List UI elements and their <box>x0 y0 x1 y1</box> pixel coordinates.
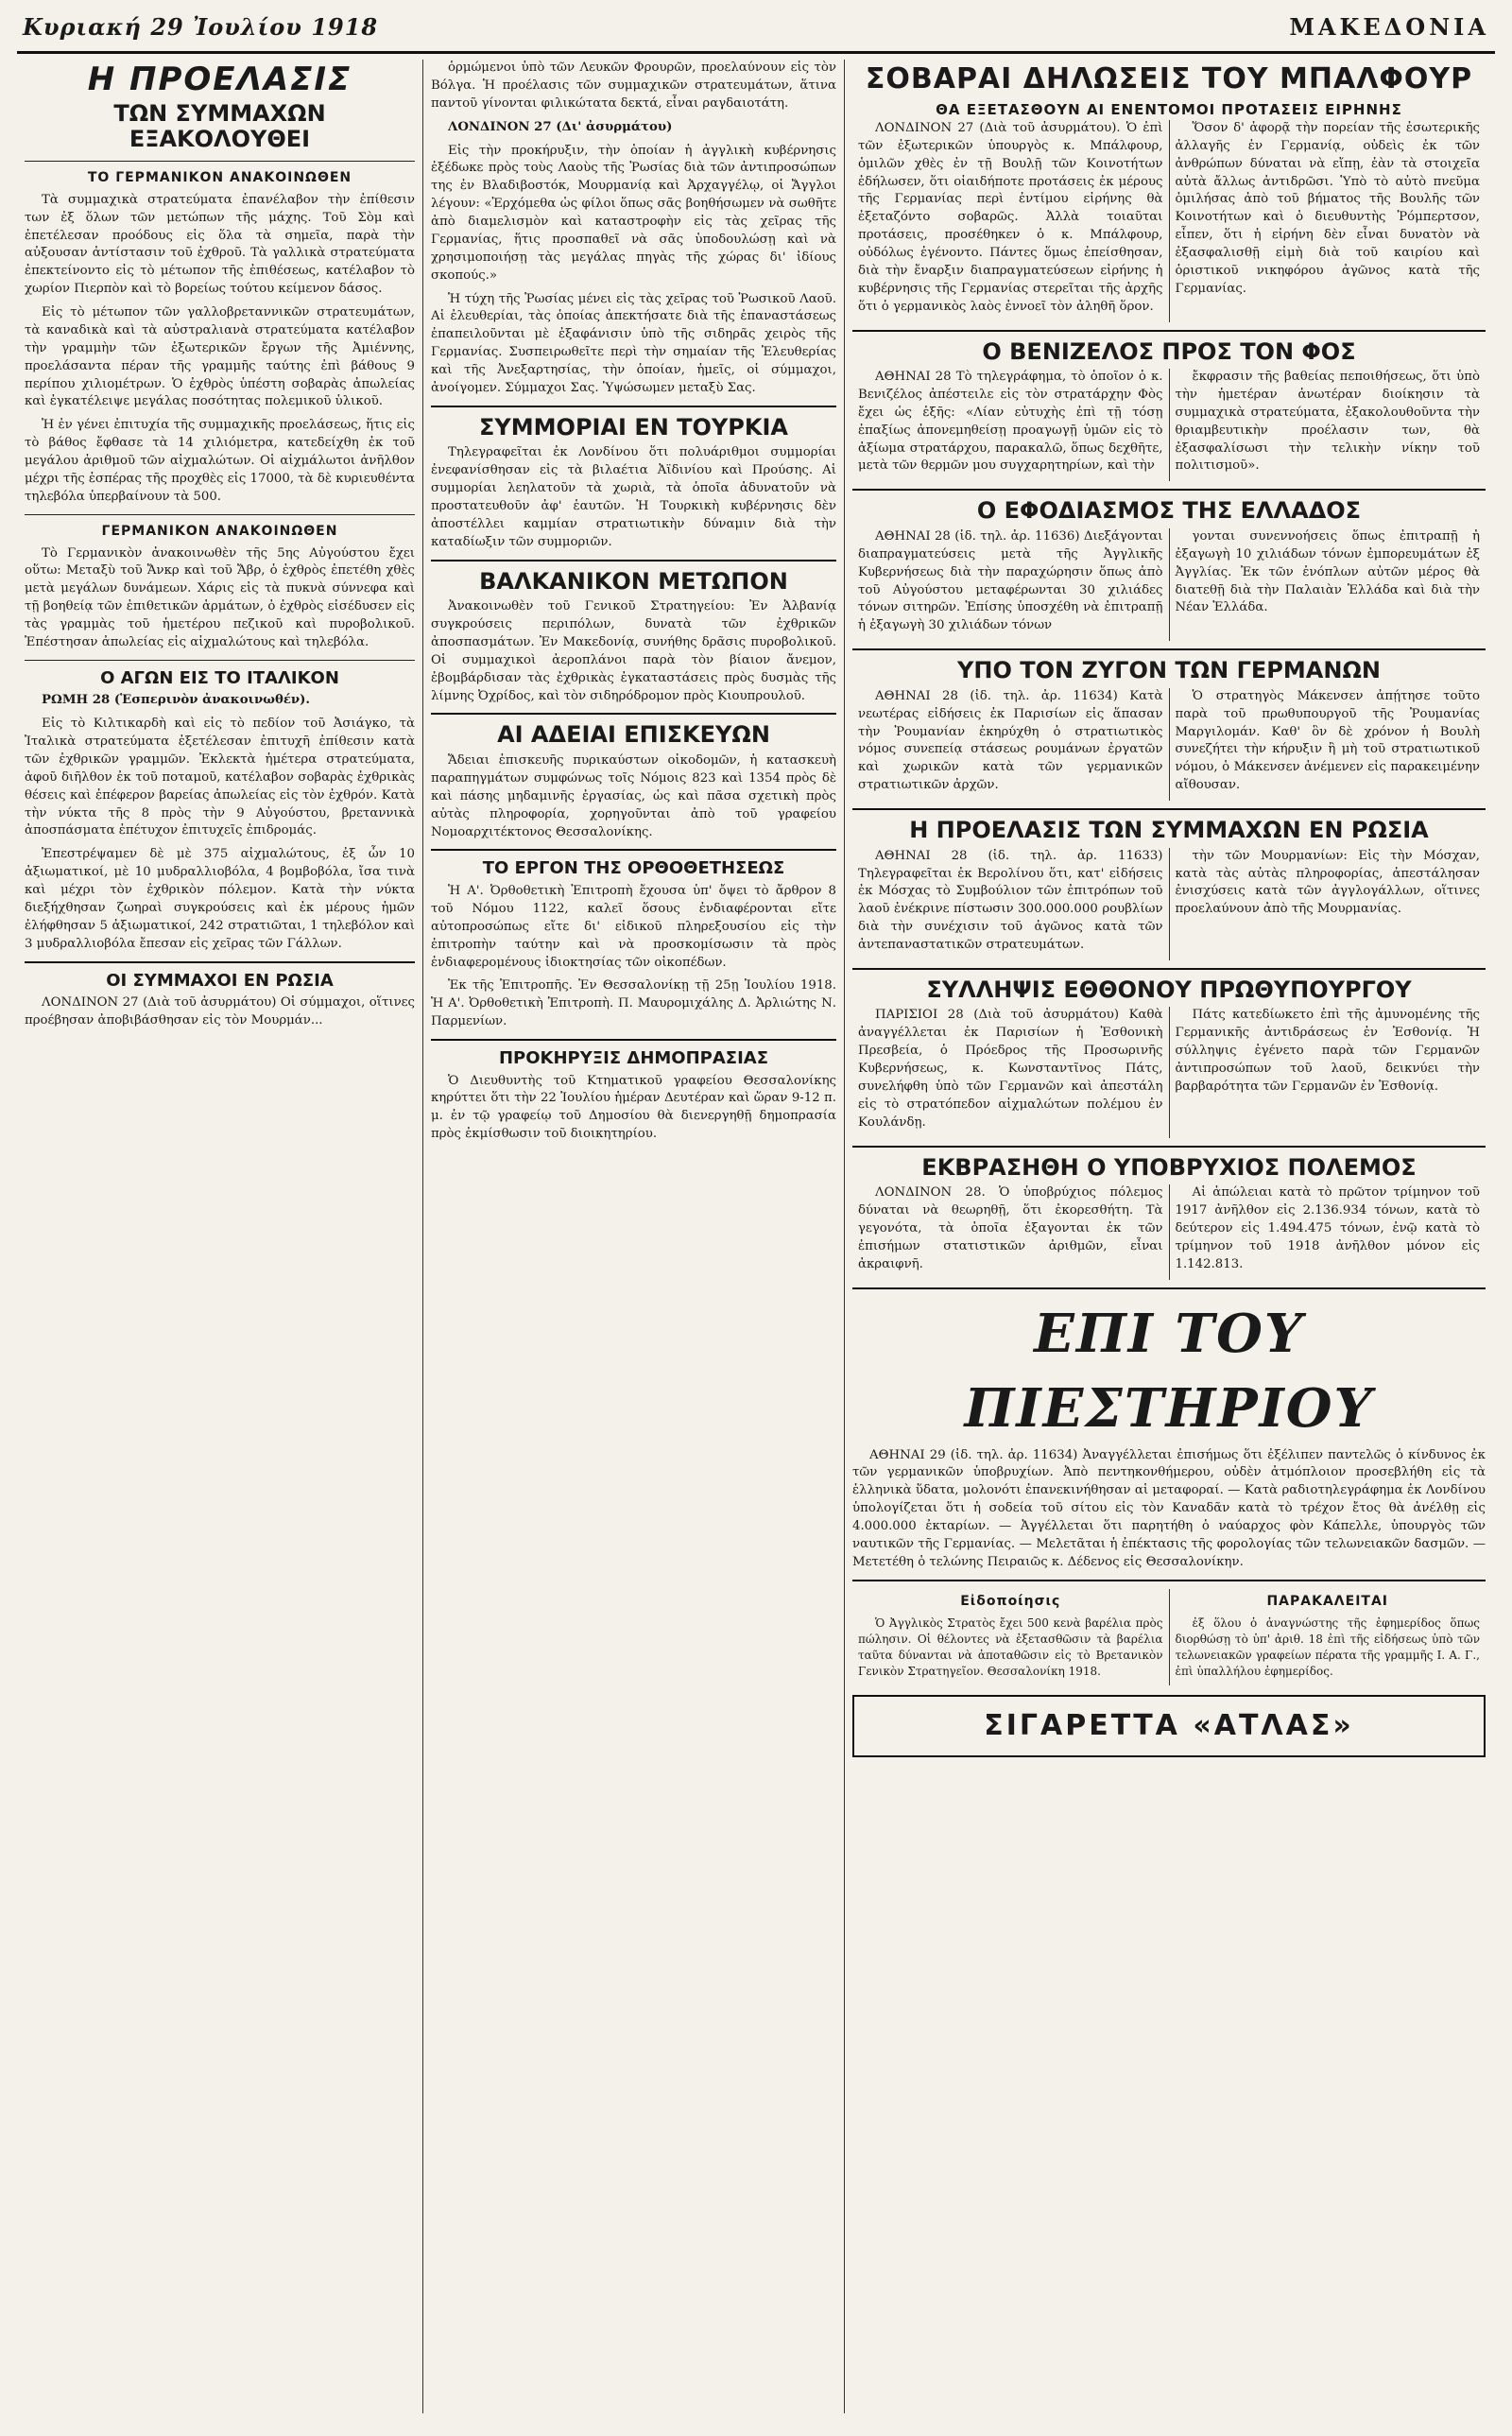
article-text: ἔκφρασιν τῆς βαθείας πεποιθήσεως, ὅτι ὑπὸ τὴν ἡμετέραν ἀνωτέραν διοίκησιν τὰ συμμαχικὰ στρατεύματα, ἐξακολουθοῦντα τὴν θριαμβευτικὴν προέλασιν των, θὰ ἐξασφαλίσωσι τὴν τελικὴν νίκην τοῦ πολιτισμοῦ». <box>1175 370 1480 474</box>
masthead <box>17 13 1495 54</box>
article-text: ΑΘΗΝΑΙ 29 (ἰδ. τηλ. ἀρ. 11634) Ἀναγγέλλεται ἐπισήμως ὅτι ἐξέλιπεν παντελῶς ὁ κίνδυνος ἐκ τῶν γερμανικῶν ὑποβρυχίων. Ἀπὸ πεντηκονθήμερου, οὐδὲν ἀτμόπλοιον προσεβλήθη εἰς τὰ ἑλληνικὰ ὕδατα, μολονότι ἐπανεκινήθησαν αἱ μεταφοραί. — Κατὰ ραδιοτηλεγράφημα ἐκ Λονδίνου ὑπολογίζεται ὅτι ἡ σοδεία τοῦ σίτου εἰς τὸν Καναδᾶν κατὰ τὸ τρέχον ἔτος θὰ ἀνέλθῃ εἰς 4.000.000 ἐκταρίων. — Ἀγγέλλεται ὅτι παρητήθη ὁ ναύαρχος φὸν Κάπελλε, ὑπουργὸς τῶν ναυτικῶν τῆς Γερμανίας. — Μελετᾶται ἡ ἐπέκτασις τῆς φορολογίας τῶν τελωνειακῶν δασμῶν. — Μετετέθη ὁ τελώνης Πειραιῶς κ. Δέδενος εἰς Θεσσαλονίκην. <box>852 1447 1486 1569</box>
article-text: Ἡ ἐν γένει ἐπιτυχία τῆς συμμαχικῆς προελάσεως, ἥτις εἰς τὸ βάθος ἔφθασε τὰ 14 χιλιόμετρα, κατεδείχθη ἐκ τοῦ μεγάλου ἀριθμοῦ τῶν αἰχμαλώτων. Οἱ αἰχμάλωτοι ἀνῆλθον μέχρι τῆς ἑσπέρας τῆς προχθὲς εἰς 17000, τὰ δὲ κυριευθέντα τηλεβόλα ὑπερβαίνουν τὰ 500. <box>25 418 415 504</box>
column-3 <box>845 60 1493 2413</box>
dateline: ΡΩΜΗ 28 (Ἑσπερινὸν ἀνακοινωθέν). <box>42 693 311 708</box>
column-1 <box>17 60 423 2413</box>
section-alignment-work: ΤΟ ΕΡΓΟΝ ΤΗΣ ΟΡΘΟΘΕΤΗΣΕΩΣ <box>482 858 785 879</box>
article-text: ΑΘΗΝΑΙ 28 (ἰδ. τηλ. ἀρ. 11636) Διεξάγονται διαπραγματεύσεις μετὰ τῆς Ἀγγλικῆς Κυβερνήσεως διὰ τὴν παραχώρησιν ὅπως ἀπὸ τοῦ Αὐγούστου μεταφέρωνται 30 χιλιάδες τόνων σιτηρῶν. Ἐπίσης ὑποσχέθη νὰ ἐπιτραπῇ ἡ ἐξαγωγὴ 30 χιλιάδων τόνων <box>858 528 1163 633</box>
article-text: Αἱ ἀπώλειαι κατὰ τὸ πρῶτον τρίμηνον τοῦ 1917 ἀνῆλθον εἰς 2.136.934 τόνων, κατὰ τὸ δεύτερον εἰς 1.494.475 τόνων, ἐνῷ κατὰ τὸ τρίμηνον τοῦ 1918 ἀνῆλθον μόνον εἰς 1.142.813. <box>1175 1185 1480 1271</box>
banner-on-the-press: ΕΠΙ ΤΟΥ ΠΙΕΣΤΗΡΙΟΥ <box>964 1302 1374 1441</box>
masthead-date: Κυριακή 29 Ἰουλίου 1918 <box>23 13 379 41</box>
article-text: Ἐπεστρέψαμεν δὲ μὲ 375 αἰχμαλώτους, ἐξ ὧν 10 ἀξιωματικοί, μὲ 10 μυδραλλιοβόλα, 4 βομβοβόλα, ἴσα τινὰ καὶ μέχρι τὸν ἐχθρικὸν πόλεμον. Κατὰ τὴν νύκτα διεξήχθησαν ζωηραὶ συγκρούσεις καὶ ἐκ μέρους ἡμῶν ἐλήφθησαν 5 ἀξιωματικοί, 242 στρατιῶται, 1 τηλεβόλον καὶ 3 μυδραλλιοβόλα ἔπεσαν εἰς χεῖρας τῶν Γάλλων. <box>25 847 415 951</box>
banner-venizelos: Ο ΒΕΝΙΖΕΛΟΣ ΠΡΟΣ ΤΟΝ ΦΟΣ <box>982 337 1356 365</box>
notice-text: Ὁ Ἀγγλικὸς Στρατὸς ἔχει 500 κενὰ βαρέλια πρὸς πώλησιν. Οἱ θέλοντες νὰ ἐξετασθῶσιν τὰ βαρέλια ταῦτα δύνανται νὰ ἀποταθῶσιν εἰς τὸ Βρετανικὸν Γενικὸν Στρατηγεῖον. Θεσσαλονίκη 1918. <box>858 1615 1163 1678</box>
article-text: ΛΟΝΔΙΝΟΝ 27 (Διὰ τοῦ ἀσυρμάτου). Ὁ ἐπὶ τῶν ἐξωτερικῶν ὑπουργὸς κ. Μπάλφουρ, ὁμιλῶν χθὲς ἐν τῇ Βουλῇ τῶν Κοινοτήτων ἐδήλωσεν, ὅτι οἱαιδήποτε προτάσεις ἐκ μέρους τῆς Γερμανίας περὶ ἐντίμου εἰρήνης θὰ ἐξεταζόντο σοβαρῶς. Ἀλλὰ τοιαῦται προτάσεις, προσέθηκεν ὁ κ. Μπάλφουρ, οὐδόλως ἐγένοντο. Πάντες ὅμως ἐπείσθησαν, διὰ τὴν ἔναρξιν διαπραγματεύσεων εἰρήνης ἡ κυβέρνησις τῆς Γερμανίας στερεῖται τῆς ἀρχῆς ὅτι ὁ γερμανικὸς λαὸς ἐννοεῖ τὸν ἀληθῆ ὅρον. <box>858 120 1163 314</box>
article-text: Ὁ στρατηγὸς Μάκενσεν ἀπῄτησε τοῦτο παρὰ τοῦ πρωθυπουργοῦ τῆς Ῥουμανίας Μαργιλομάν. Καθ' ὃν δὲ χρόνον ἡ Βουλὴ συνεζήτει τὴν κήρυξιν ἢ μὴ τοῦ στρατιωτικοῦ νόμου, ὁ Μάκενσεν ἀνέμενεν εἰς παρακειμένην αἴθουσαν. <box>1175 688 1480 793</box>
article-text: ΑΘΗΝΑΙ 28 Τὸ τηλεγράφημα, τὸ ὁποῖον ὁ κ. Βενιζέλος ἀπέστειλε εἰς τὸν στρατάρχην Φὸς ἔχει ὡς ἑξῆς: «Λίαν εὐτυχὴς ἐπὶ τῇ τόσῃ ἐπαξίως ἀπονεμηθείσῃ προαγωγῇ ὑμῶν εἰς τὸ ἀξίωμα στρατάρχου, παρακαλῶ, ὅπως δεχθῆτε, μετὰ τῶν θερμῶν μου συγχαρητηρίων, καὶ τὴν <box>858 370 1163 474</box>
section-auction-notice: ΠΡΟΚΗΡΥΞΙΣ ΔΗΜΟΠΡΑΣΙΑΣ <box>498 1048 769 1068</box>
article-text: Ἡ Α'. Ὀρθοθετικὴ Ἐπιτροπὴ ἔχουσα ὑπ' ὄψει τὸ ἄρθρον 8 τοῦ Νόμου 1122, καλεῖ ὅσους ἐνδιαφέρονται εἴτε αὐτοπροσώπως εἴτε δι' εἰδικοῦ πληρεξουσίου εἰς τὴν ἐπιτροπὴν ταύτην καὶ νὰ προσκομίσωσιν τὰ πρὸς ἐνδιαφερομένους ἰδιοκτησίας τῶν οἰκοπέδων. <box>431 884 836 970</box>
cigarette-advertisement: ΣΙΓΑΡΕΤΤΑ «ΑΤΛΑΣ» <box>852 1695 1486 1758</box>
section-allies-russia: ΟΙ ΣΥΜΜΑΧΟΙ ΕΝ ΡΩΣΙΑ <box>106 970 334 991</box>
article-text: ΛΟΝΔΙΝΟΝ 28. Ὁ ὑποβρύχιος πόλεμος δύναται νὰ θεωρηθῇ, ὅτι ἐκορεσθήτη. Τὰ γεγονότα, τὰ ὁποῖα ἐξαγονται ἐκ τῶν ἐπισήμων στατιστικῶν ἀριθμῶν, εἶναι ἀκραιφνῆ. <box>858 1185 1163 1271</box>
article-text: Ἡ τύχη τῆς Ῥωσίας μένει εἰς τὰς χεῖρας τοῦ Ῥωσικοῦ Λαοῦ. Αἱ ἐλευθερίαι, τὰς ὁποίας ἀπεκτήσατε διὰ τῆς ἐπαναστάσεως ἐπαπειλοῦνται μὲ ἐξαφάνισιν ὑπὸ τῆς σιδηρᾶς χειρὸς τῆς Γερμανίας. Συσπειρωθεῖτε περὶ τὴν σημαίαν τῆς Ἐλευθερίας καὶ τῆς Ἀνεξαρτησίας, τὴν ὁποίαν, ἡμεῖς, οἱ σύμμαχοι, ἀνοίγομεν. Σύμμαχοι Σας. Ὑψώσωμεν μεταξὺ Σας. <box>431 291 836 395</box>
article-text: Τηλεγραφεῖται ἐκ Λονδίνου ὅτι πολυάριθμοι συμμορίαι ἐνεφανίσθησαν εἰς τὰ βιλαέτια Ἀϊδινίου καὶ Προύσης. Αἱ συμμορίαι λεηλατοῦν τὰ χωριὰ, τὰ ὁποῖα ἀδυνατοῦν νὰ προστατευθοῦν ἀφ' ἑαυτῶν. Ἡ Τουρκικὴ κυβέρνησις δὲν ἀποστέλλει καμμίαν στρατιωτικὴν δύναμιν διὰ τὴν καταδίωξιν τῶν συμμοριῶν. <box>431 445 836 549</box>
section-italian-front: Ο ΑΓΩΝ ΕΙΣ ΤΟ ΙΤΑΛΙΚΟΝ <box>100 667 339 688</box>
article-text: ΑΘΗΝΑΙ 28 (ἰδ. τηλ. ἀρ. 11633) Τηλεγραφεῖται ἐκ Βερολίνου ὅτι, κατ' εἰδήσεις ἐκ Μόσχας τὸ Συμβούλιον τῶν ἐπιτρόπων τοῦ λαοῦ ἐνέκρινε πίστωσιν 300.000.000 ρουβλίων διὰ τὴν συνέχισιν τοῦ ἀγῶνος κατὰ τῶν ἀντεπαναστατικῶν στρατευμάτων. <box>858 848 1163 953</box>
correction-title: ΠΑΡΑΚΑΛΕΙΤΑΙ <box>1266 1593 1389 1609</box>
article-text: ὁρμώμενοι ὑπὸ τῶν Λευκῶν Φρουρῶν, προελαύνουν εἰς τὸν Βόλγα. Ἡ προέλασις τῶν συμμαχικῶν στρατευμάτων, ἅτινα παντοῦ γίνονται φιλικώτατα δεκτά, εἶναι ραγδαιοτάτη. <box>431 60 836 111</box>
banner-supply-greece: Ο ΕΦΟΔΙΑΣΜΟΣ ΤΗΣ ΕΛΛΑΔΟΣ <box>976 497 1362 525</box>
banner-german-yoke: ΥΠΟ ΤΟΝ ΖΥΓΟΝ ΤΩΝ ΓΕΡΜΑΝΩΝ <box>957 657 1381 684</box>
columns <box>17 60 1495 2413</box>
subbanner-balfour: ΘΑ ΕΞΕΤΑΣΘΟΥΝ ΑΙ ΕΝΕΝΤΟΜΟΙ ΠΡΟΤΑΣΕΙΣ ΕΙΡΗΝΗΣ <box>936 100 1402 118</box>
article-text: Ἀνακοινωθὲν τοῦ Γενικοῦ Στρατηγείου: Ἐν Ἀλβανίᾳ συγκρούσεις περιπόλων, δυνατὰ τῶν ἐχθρικῶν ἀποσπασμάτων. Ἐν Μακεδονίᾳ, συνήθης δρᾶσις πυροβολικοῦ. Οἱ συμμαχικοὶ ἀεροπλάνοι παρὰ τὸν βίαιον ἄνεμον, ἐβομβάρδισαν τὰς ἐχθρικὰς ἐγκαταστάσεις πρὸς δυσμὰς τῆς λίμνης Ὀχρίδος, καὶ τὸν σιδηρόδρομον πρὸς Κιουπρουλοῦ. <box>431 599 836 703</box>
banner-balfour: ΣΟΒΑΡΑΙ ΔΗΛΩΣΕΙΣ ΤΟΥ ΜΠΑΛΦΟΥΡ <box>865 62 1473 95</box>
section-repair-permits: ΑΙ ΑΔΕΙΑΙ ΕΠΙΣΚΕΥΩΝ <box>497 721 770 749</box>
section-german-communique-2: ΓΕΡΜΑΝΙΚΟΝ ΑΝΑΚΟΙΝΩΘΕΝ <box>101 523 338 539</box>
article-text: Εἰς τὸ μέτωπον τῶν γαλλοβρεταννικῶν στρατευμάτων, τὰ καναδικὰ καὶ τὰ αὐστραλιανὰ στρατεύματα κατέλαβον τὴν γραμμὴν τῶν ἐξωτερικῶν ἔργων τῆς Ἀμιέννης, προελάσαντα πέραν τῆς γραμμῆς ταύτης ἐπὶ βάθους 9 περίπου χιλιομέτρων. Ὁ ἐχθρὸς ὑπέστη σοβαρὰς ἀπωλείας καὶ ἐγκατέλειψε μεγάλας ποσότητας πολεμικοῦ ὑλικοῦ. <box>25 305 415 409</box>
dateline: ΛΟΝΔΙΝΟΝ 27 (Δι' ἀσυρμάτου) <box>448 119 673 134</box>
banner-arrest-premier: ΣΥΛΛΗΨΙΣ ΕΘΘΟΝΟΥ ΠΡΩΘΥΠΟΥΡΓΟΥ <box>926 976 1412 1003</box>
article-text: ΛΟΝΔΙΝΟΝ 27 (Διὰ τοῦ ἀσυρμάτου) Οἱ σύμμαχοι, οἵτινες προέβησαν ἀποβιβάσθησαν εἰς τὸν Μουρμάν... <box>25 995 415 1028</box>
article-text: Ἐκ τῆς Ἐπιτροπῆς. Ἐν Θεσσαλονίκῃ τῇ 25ῃ Ἰουλίου 1918. Ἡ Α'. Ὀρθοθετικὴ Ἐπιτροπὴ. Π. Μαυρομιχάλης Δ. Ἀρλιώτης Ν. Παρμενίων. <box>431 978 836 1029</box>
article-text: ΠΑΡΙΣΙΟΙ 28 (Διὰ τοῦ ἀσυρμάτου) Καθὰ ἀναγγέλλεται ἐκ Παρισίων ἡ Ἐσθονικὴ Πρεσβεία, ὁ Πρόεδρος τῆς Προσωρινῆς Κυβερνήσεως, κ. Κωνσταντῖνος Πάτς, συνελήφθη ὑπὸ τῶν Γερμανῶν καὶ ἀπεστάλη εἰς τὸ στρατόπεδον αἰχμαλώτων πολέμου ἐν Κουλάνδῃ. <box>858 1008 1163 1130</box>
article-text: Εἰς τὸ Κιλτικαρδὴ καὶ εἰς τὸ πεδίον τοῦ Ἀσιάγκο, τὰ Ἰταλικὰ στρατεύματα ἐξετέλεσαν ἐπιτυχῆ ἐπίθεσιν κατὰ τῶν ἐχθρικῶν γραμμῶν. Ἐκλεκτὰ ἡμέτερα στρατεύματα, ἀφοῦ διῆλθον ἐκ τοῦ ποταμοῦ, κατέλαβον σοβαρὰς ἐχθρικὰς θέσεις καὶ ἐπέφερον βαρείας ἀπωλείας εἰς τὸν ἐχθρόν. Κατὰ τὴν νύκτα τῆς 8 πρὸς τὴν 9 Αὐγούστου, βρεταννικὰ ἀποσπάσματα ἐπέτυχον ἐπιτυχεῖς ἐπιδρομάς. <box>25 717 415 838</box>
correction-text: ἐξ ὅλου ὁ ἀναγνώστης τῆς ἐφημερίδος ὅπως διορθώσῃ τὸ ὑπ' ἀριθ. 18 ἐπὶ τῆς εἰδήσεως ὑπὸ τῶν τελωνειακῶν γραφείων πέρατα τῆς γραμμῆς Ι. Α. Γ., ἐπὶ ὑπαλλήλου ἐφημερίδος. <box>1175 1615 1480 1678</box>
article-text: ΑΘΗΝΑΙ 28 (ἰδ. τηλ. ἀρ. 11634) Κατὰ νεωτέρας εἰδήσεις ἐκ Παρισίων εἰς ἅπασαν τὴν Ῥουμανίαν ἐκηρύχθη ὁ στρατιωτικὸς νόμος συνεπείᾳ στάσεως ρουμάνων ἐργατῶν καὶ χωρικῶν κατὰ τῶν γερμανικῶν στρατιωτικῶν ἀρχῶν. <box>858 688 1163 793</box>
banner-submarine-war: ΕΚΒΡΑΣΗΘΗ Ο ΥΠΟΒΡΥΧΙΟΣ ΠΟΛΕΜΟΣ <box>921 1153 1417 1181</box>
article-text: γονται συνεννοήσεις ὅπως ἐπιτραπῇ ἡ ἐξαγωγὴ 10 χιλιάδων τόνων ἐμπορευμάτων ἐξ Ἀγγλίας. Ἐκ τῶν ἐνόπλων αὐτῶν μέρος θὰ διατεθῇ διὰ τὴν Παλαιὰν Ἑλλάδα καὶ διὰ τὴν Νέαν Ἑλλάδα. <box>1175 528 1480 615</box>
headline-advance: Η ΠΡΟΕΛΑΣΙΣ <box>87 60 352 98</box>
notice-title: Εἰδοποίησις <box>960 1593 1061 1609</box>
article-text: Πάτς κατεδίωκετο ἐπὶ τῆς ἀμυνομένης τῆς Γερμανικῆς ἀντιδράσεως ἐν Ἐσθονίᾳ. Ἡ σύλληψις ἐγένετο παρὰ τῶν Γερμανῶν ἀντιπροσώπων τοῦ λαοῦ, δεικνύει τὴν βαρβαρότητα τῶν Γερμανῶν ἐν Ἐσθονίᾳ. <box>1175 1008 1480 1094</box>
article-text: τὴν τῶν Μουρμανίων: Εἰς τὴν Μόσχαν, κατὰ τὰς αὐτὰς πληροφορίας, ἀπεστάλησαν ἐνισχύσεις κατὰ τῶν ἀγγλογάλλων, οἵτινες προελαύνουν ἀπὸ τῆς Μουρμανίας. <box>1175 848 1480 917</box>
banner-advance-russia: Η ΠΡΟΕΛΑΣΙΣ ΤΩΝ ΣΥΜΜΑΧΩΝ ΕΝ ΡΩΣΙΑ <box>909 817 1429 844</box>
section-gangs-turkey: ΣΥΜΜΟΡΙΑΙ ΕΝ ΤΟΥΡΚΙΑ <box>479 413 788 441</box>
masthead-paper-name: ΜΑΚΕΔΟΝΙΑ <box>1289 13 1489 41</box>
subheadline-advance: ΤΩΝ ΣΥΜΜΑΧΩΝ ΕΞΑΚΟΛΟΥΘΕΙ <box>113 99 326 153</box>
section-german-communique: ΤΟ ΓΕΡΜΑΝΙΚΟΝ ΑΝΑΚΟΙΝΩΘΕΝ <box>87 169 352 185</box>
article-text: Ὅσον δ' ἀφορᾷ τὴν πορείαν τῆς ἐσωτερικῆς ἀλλαγῆς ἐν Γερμανίᾳ, οὐδεὶς ἐκ τῶν ἀνθρώπων δύναται νὰ εἴπῃ, ἐὰν τὰ στοιχεῖα αὐτὰ ἄλλως ἀντιδρῶσι. Ὑπὸ τὸ αὐτὸ πνεῦμα ὁμιλήσας ἀπὸ τοῦ βήματος τῆς Βουλῆς τῶν Κοινοτήτων καὶ ὁ διευθυντὴς Ῥόμπερτσον, εἶπεν, ὅτι ἡ εἰρήνη δὲν εἶναι δυνατὸν νὰ ἐξασφαλισθῇ εἰμὴ διὰ τοῦ καιρίου καὶ ὁριστικοῦ νικηφόρου ἀγῶνος κατὰ τῆς Γερμανίας. <box>1175 120 1480 296</box>
article-text: Τὰ συμμαχικὰ στρατεύματα ἐπανέλαβον τὴν ἐπίθεσιν των ἐξ ὅλων τῶν μετώπων τῆς μάχης. Τοῦ Σὸμ καὶ ἐπετέλεσαν προόδους εἰς ὅλα τὰ σημεῖα, παρὰ τὴν αὐξουσαν ἀντίστασιν τοῦ ἐχθροῦ. Τὰ γαλλικὰ στρατεύματα ἐπεκτείνοντο εἰς τὸ μέτωπον τῆς ἐπιθέσεως, κατέλαβον τὸ χωρίον Πιερπὸν καὶ τὸ βορείως τούτου κείμενον δάσος. <box>25 192 415 297</box>
section-balkan-front: ΒΑΛΚΑΝΙΚΟΝ ΜΕΤΩΠΟΝ <box>479 567 788 595</box>
article-text: Τὸ Γερμανικὸν ἀνακοινωθὲν τῆς 5ης Αὐγούστου ἔχει οὕτω: Μεταξὺ τοῦ Ἄνκρ καὶ τοῦ Ἄβρ, ὁ ἐχθρὸς ἐπετέθη χθὲς μετὰ μεγάλων δυνάμεων. Χάρις εἰς τὰ πυκνὰ σύννεφα καὶ τῇ βοηθείᾳ τῶν ἐπιθετικῶν ἁρμάτων, ὁ ἐχθρὸς εἰσέδυσεν εἰς τὰς γραμμὰς τοῦ ἡμετέρου πεζικοῦ καὶ πυροβολικοῦ. Ἐπέστησαν ἀπωλείας εἰς αἰχμαλώτους καὶ τηλεβόλα. <box>25 545 415 649</box>
article-text: Ἄδειαι ἐπισκευῆς πυρικαύστων οἰκοδομῶν, ἡ κατασκευὴ παραπηγμάτων συμφώνως τοῖς Νόμοις 823 καὶ 1354 πρὸς δὲ καὶ πάσης μηδαμινῆς ἐργασίας, ὡς καὶ πᾶσα σχετικὴ πρὸς αὐτὰς πληροφορία, χορηγοῦνται ἀπὸ τοῦ γραφείου Νομοαρχιτέκτονος Θεσσαλονίκης. <box>431 753 836 839</box>
column-2 <box>423 60 845 2413</box>
article-text: Εἰς τὴν προκήρυξιν, τὴν ὁποίαν ἡ ἀγγλικὴ κυβέρνησις ἐξέδωκε πρὸς τοὺς Λαοὺς τῆς Ῥωσίας διὰ τῶν ἀντιπροσώπων της ἐν Βλαδιβοστόκ, Μουρμανίᾳ καὶ Ἀρχαγγέλῳ, οἱ Ἄγγλοι λέγουν: «Ἐρχόμεθα ὡς φίλοι ὅπως σᾶς βοηθήσωμεν νὰ σωθῆτε ἀπὸ διαμελισμὸν καὶ καταστροφὴν εἰς τὰς χεῖρας τῆς Γερμανίας, ἥτις προσπαθεῖ νὰ σᾶς ὑποδουλώσῃ καὶ νὰ χρησιμοποιήσῃ τὰς μεγάλας πηγὰς τῆς χώρας δι' ἰδίους σκοπούς.» <box>431 143 836 283</box>
article-text: Ὁ Διευθυντὴς τοῦ Κτηματικοῦ γραφείου Θεσσαλονίκης κηρύττει ὅτι τὴν 22 Ἰουλίου ἡμέραν Δευτέραν καὶ ὥραν 9-12 π. μ. ἐν τῷ γραφείῳ τοῦ Δημοσίου θὰ διενεργηθῇ δημοπρασία πρὸς ἐκμίσθωσιν τοῦ διοικητηρίου. <box>431 1073 836 1142</box>
